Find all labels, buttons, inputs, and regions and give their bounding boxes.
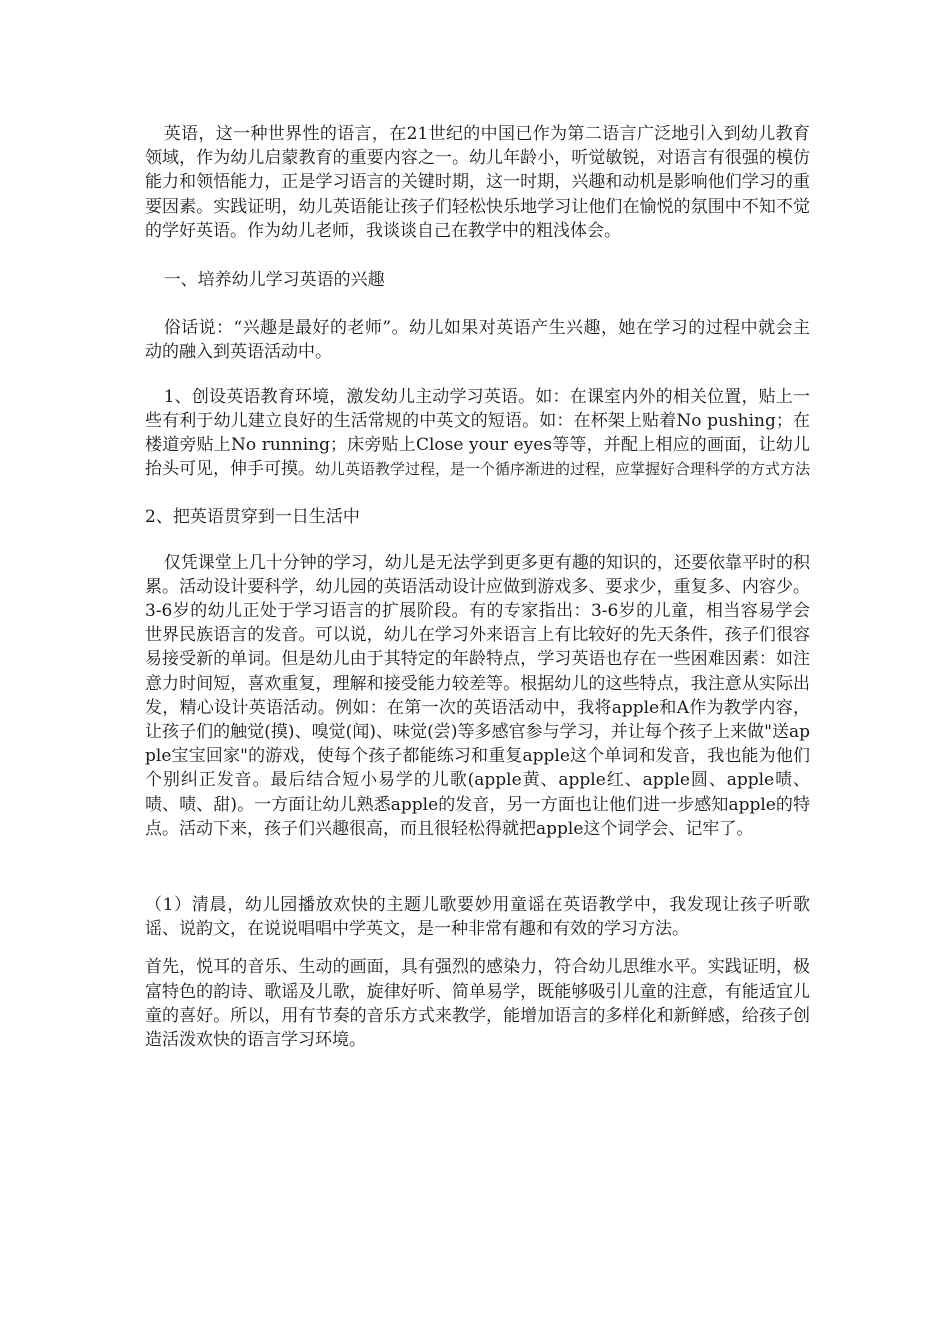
music-paragraph: 首先，悦耳的音乐、生动的画面，具有强烈的感染力，符合幼儿思维水平。实践证明，极富特色的韵诗、歌谣及儿歌，旋律好听、简单易学，既能够吸引儿童的注意，有能适宜儿童的喜好。所以，用有节奏的音乐方式来教学，能增加语言的多样化和新鲜感，给孩子创造活泼欢快的语言学习环境。 [145,957,810,1051]
environment-paragraph [145,385,810,482]
intro-paragraph: 英语，这一种世界性的语言，在21世纪的中国已作为第二语言广泛地引入到幼儿教育领域，作为幼儿启蒙教育的重要内容之一。幼儿年龄小，听觉敏锐，对语言有很强的模仿能力和领悟能力，正是学习语言的关键时期，这一时期，兴趣和动机是影响他们学习的重要因素。实践证明，幼儿英语能让孩子们轻松快乐地学习让他们在愉悦的氛围中不知不觉的学好英语。作为幼儿老师，我谈谈自己在教学中的粗浅体会。 [145,124,810,241]
environment-tail-text: 幼儿英语教学过程，是一个循序渐进的过程，应掌握好合理科学的方式方法 [315,460,811,479]
section-heading-daily-life: 2、把英语贯穿到一日生活中 [145,507,360,528]
environment-text: 1、创设英语教育环境，激发幼儿主动学习英语。如：在课室内外的相关位置，贴上一些有利于幼儿建立良好的生活常规的中英文的短语。如：在杯架上贴着No pushing；在楼道旁贴上No running；床旁贴上Close your eyes等等，并配上相应的画面，让幼儿抬头可见，伸手可摸。 [145,386,810,480]
interest-paragraph: 俗话说：“兴趣是最好的老师”。幼儿如果对英语产生兴趣，她在学习的过程中就会主动的融入到英语活动中。 [145,318,810,363]
document-body [145,122,810,1052]
section-heading-interest: 一、培养幼儿学习英语的兴趣 [163,270,385,291]
daily-life-paragraph: 仅凭课堂上几十分钟的学习，幼儿是无法学到更多更有趣的知识的，还要依靠平时的积累。活动设计要科学，幼儿园的英语活动设计应做到游戏多、要求少，重复多、内容少。3-6岁的幼儿正处于学习语言的扩展阶段。有的专家指出：3-6岁的儿童，相当容易学会世界民族语言的发音。可以说，幼儿在学习外来语言上有比较好的先天条件，孩子们很容易接受新的单词。但是幼儿由于其特定的年龄特点，学习英语也存在一些困难因素：如注意力时间短，喜欢重复，理解和接受能力较差等。根据幼儿的这些特点，我注意从实际出发，精心设计英语活动。例如：在第一次的英语活动中，我将apple和A作为教学内容，让孩子们的触觉(摸)、嗅觉(闻)、味觉(尝)等多感官参与学习，并让每个孩子上来做"送apple宝宝回家"的游戏，使每个孩子都能练习和重复apple这个单词和发音，我也能为他们个别纠正发音。最后结合短小易学的儿歌(apple黄、apple红、apple圆、apple啧、啧、啧、甜)。一方面让幼儿熟悉apple的发音，另一方面也让他们进一步感知apple的特点。活动下来，孩子们兴趣很高，而且很轻松得就把apple这个词学会、记牢了。 [145,552,810,839]
morning-song-paragraph: （1）清晨，幼儿园播放欢快的主题儿歌要妙用童谣在英语教学中，我发现让孩子听歌谣、说韵文，在说说唱唱中学英文，是一种非常有趣和有效的学习方法。 [145,895,810,940]
